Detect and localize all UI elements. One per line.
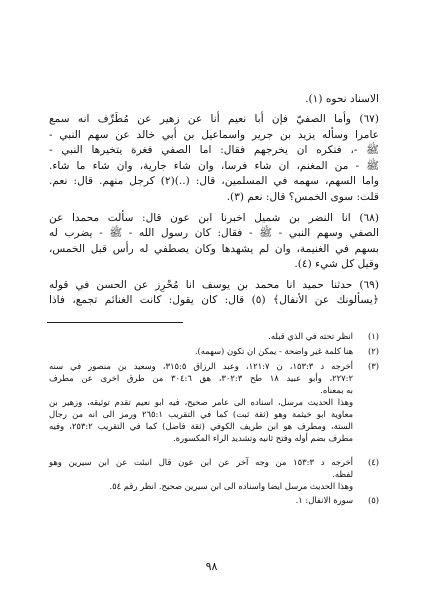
footnote-line: مطرف بضم أوله وفتح ثانيه وتشديد الراء المكسورة.: [172, 433, 353, 443]
footnote-line: معاوية ابو خيثمة وهو (ثقة ثبت) كما في التقريب ٢٦٥:١ ورمز الى انه من رجال: [49, 409, 353, 419]
footnote-line: وهذا الحديث مرسل، اسناده الى عامر صحيح، فيه ابو نعيم تقدم توثيقه، وزهير بن: [49, 397, 353, 407]
footnote-number: (٥): [367, 495, 379, 505]
footnote-line: به بمعناه.: [320, 385, 353, 395]
text-line: الصفي وسهم النبي - ﷺ - فقال: كان رسول الله - ﷺ - يضرب له: [49, 227, 379, 239]
footnote-number: (١): [367, 331, 379, 341]
footnote-line: أخرجه د ١٥٣:٣، ن ١٢١:٧، وعبد الرزاق ٣١٥:٥، وسعيد بن منصور في سنه: [49, 361, 353, 371]
footnote-line: انظر تحته في الذي قبله.: [268, 331, 353, 341]
footnote-separator: [47, 322, 183, 323]
footnote: [49, 345, 379, 357]
text-line: ﷺ -، فنكره ان يخرجهم فقال: اما الصفي فغرة يتخيرها النبي -: [49, 144, 379, 156]
text-line: وقيل كل شيء (٤).: [294, 258, 379, 270]
footnote-line: هنا كلمة غير واضحة - يمكن ان تكون (سهمه).: [194, 346, 353, 356]
text-line: بسهم في الغنيمة، وان لم يشهدها وكان يصطفي له رأس قبل الخمس،: [49, 243, 379, 255]
footnote-line: وهذا الحديث مرسل ايضا واسناده الى ابن سيرين صحيح. انظر رقم ٥٤.: [109, 481, 353, 491]
footnote-line: الستة، ومطرف هو ابن طريف الكوفي (ثقة فاضل) كما في التقريب ٢٥٣:٢، وفيه: [49, 421, 353, 431]
text-line: ﷺ - من المغنم، ان شاء فرسا، وان شاء جارية، وان شاء ما شاء.: [49, 160, 379, 172]
footnote: [49, 330, 379, 342]
footnote: [49, 360, 379, 444]
text-line: الاسناد نحوه (١).: [305, 93, 379, 105]
text-line: واما السهم، سهمه في المسلمين، قال: (..)(٢) كرجل منهم. قال: نعم.: [49, 175, 379, 187]
footnote-line: أخرجه د ١٥٣:٣ من وجه آخر عن ابن عون قال انبئت عن ابن سيرين وهو: [49, 457, 353, 467]
footnote-line: سورة الانفال: ١.: [295, 495, 353, 505]
footnote-number: (٣): [367, 361, 379, 371]
text-line: قلت: سوى الخمس؟ قال: نعم (٣).: [226, 191, 379, 203]
text-line: ﴿يسألونك عن الأنفال﴾ (٥) قال: كان يقول: كانت الغنائم تجمع، فاذا: [49, 294, 379, 306]
text-line: عامرا وسأله يزيد بن جرير واسماعيل بن أبي خالد عن سهم النبي -: [49, 129, 379, 141]
page-number: ٩٨: [205, 560, 218, 573]
footnote: [49, 494, 379, 506]
text-line: (٦٧) وأما الصفيّ فإن أبا نعيم أنا عن زهير عن مُطَرِّف انه سمع: [49, 113, 379, 125]
footnote-number: (٢): [367, 346, 379, 356]
footnote: [49, 456, 379, 492]
text-line: (٦٩) حدثنا حميد انا محمد بن يوسف انا مُحْرِز عن الحسن في قوله: [49, 279, 379, 291]
footnote-line: لفظه.: [332, 469, 353, 479]
footnote-line: ٢٢٧:٢، وأبو عبيد ١٨ طح ٣٠٢:٣، هق ٣٠٤:٦ من طرق اخرى عن مطرف: [49, 373, 353, 383]
text-line: (٦٨) انا النضر بن شميل اخبرنا ابن عون قال: سألت محمدا عن: [49, 212, 379, 224]
footnote-number: (٤): [367, 457, 379, 467]
